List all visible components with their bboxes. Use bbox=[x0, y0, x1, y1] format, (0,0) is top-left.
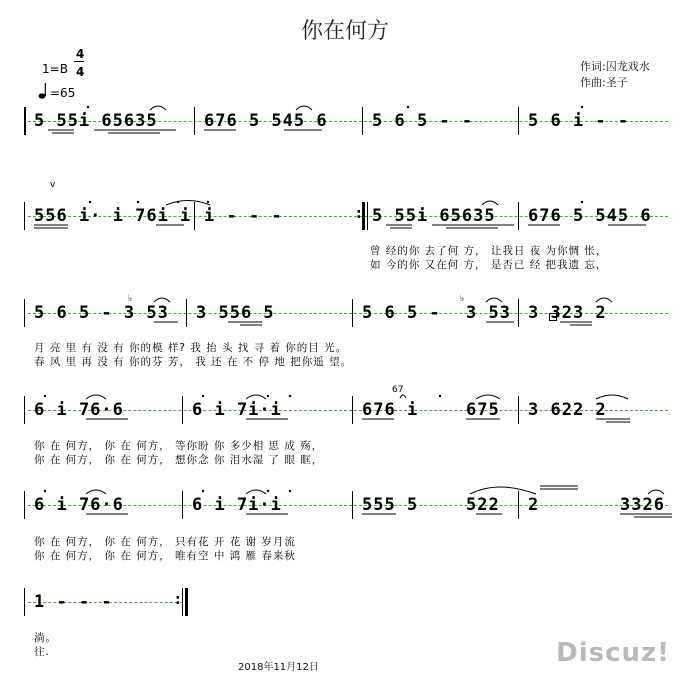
slur-mark bbox=[648, 490, 664, 494]
measure: 556 i· i 76i i bbox=[34, 206, 192, 226]
lyrics-verse-1: 你 在 何方， 你 在 何方， 等你盼 你 多少相 思 成 殇， bbox=[34, 440, 324, 452]
lyrics-verse-2: 如 今的你 又在何 方， 是否已 经 把我遗 忘， bbox=[370, 259, 608, 271]
measure: 5 55i 65635 bbox=[372, 206, 496, 226]
date-stamp: 2018年11月12日 bbox=[238, 662, 319, 673]
repeat-start-dots: : bbox=[356, 206, 362, 222]
lyrics-verse-1: 你 在 何方， 你 在 何方， 只有花 开 花 谢 岁月流 bbox=[34, 536, 296, 548]
measure: 676 5 545 6 bbox=[528, 206, 652, 226]
measure: 676 i bbox=[362, 400, 419, 420]
lyrics-verse-2: 你 在 何方， 你 在 何方， 想你念 你 泪水湿 了 眼 眶， bbox=[34, 454, 324, 466]
time-signature-top: 4 bbox=[76, 47, 85, 61]
measure: 3326 bbox=[620, 495, 665, 515]
slur-mark bbox=[246, 490, 266, 494]
measure: 675 bbox=[466, 400, 500, 420]
composer: 作曲:圣子 bbox=[580, 76, 628, 89]
lyrics-verse-2: 往. bbox=[34, 646, 50, 658]
time-signature-bottom: 4 bbox=[76, 65, 85, 79]
lyricist: 作词:囚龙戏水 bbox=[580, 60, 650, 73]
tie-mark bbox=[470, 487, 536, 494]
measure: 6 i 76·6 bbox=[34, 400, 124, 420]
key-signature: 1=B bbox=[42, 62, 68, 76]
slur-mark bbox=[596, 395, 628, 399]
slur-mark bbox=[486, 298, 502, 302]
slur-mark bbox=[476, 395, 500, 399]
measure: 6 i 76·6 bbox=[34, 495, 124, 515]
measure: 1 - - - bbox=[34, 592, 113, 612]
grace-notes: 67 bbox=[392, 385, 404, 395]
tie-mark bbox=[166, 201, 210, 206]
measure: i - - - bbox=[204, 206, 283, 226]
measure: 5 6 5 - - bbox=[372, 111, 474, 131]
grace-slur-mark bbox=[400, 395, 406, 398]
measure: 5 6 5 - bbox=[362, 303, 441, 323]
measure: 676 5 545 6 bbox=[204, 111, 328, 131]
slur-mark bbox=[150, 106, 166, 110]
tempo-mark: =65 bbox=[50, 86, 76, 100]
measure: 522 bbox=[466, 495, 500, 515]
lyrics-verse-2: 你 在 何方， 你 在 何方， 唯有空 中 鸿 雁 春来秋 bbox=[34, 550, 296, 562]
slur-mark bbox=[246, 395, 266, 399]
repeat-end-dots: : bbox=[175, 592, 181, 608]
flat-icon: ♭ bbox=[460, 294, 465, 304]
measure: 5 55i 65635 bbox=[34, 111, 158, 131]
measure: 555 5 bbox=[362, 495, 419, 515]
lyrics-verse-1: 曾 经的你 去了何 方， 让我日 夜 为你惆 怅， bbox=[370, 245, 608, 257]
slur-mark bbox=[482, 201, 498, 205]
breath-mark: v bbox=[50, 180, 56, 190]
lyrics-verse-1: 月 亮 里 有 没 有 你的模 样? 我 抬 头 找 寻 着 你的目 光。 bbox=[34, 342, 348, 354]
slur-mark bbox=[296, 106, 312, 110]
measure: 3 622 2 bbox=[528, 400, 607, 420]
slur-mark bbox=[596, 298, 612, 302]
measure: 6 i 7i·i bbox=[192, 400, 282, 420]
slur-mark bbox=[154, 298, 170, 302]
watermark: Discuz! bbox=[556, 638, 670, 668]
page-title: 你在何方 bbox=[300, 19, 389, 44]
measure: 3 323 2 bbox=[528, 303, 607, 323]
measure: 3 53 bbox=[466, 303, 511, 323]
slur-mark bbox=[86, 490, 106, 494]
measure: 2 bbox=[528, 495, 540, 515]
slur-mark bbox=[86, 395, 106, 399]
measure: 3 556 5 bbox=[196, 303, 275, 323]
crescendo-mark bbox=[540, 486, 578, 489]
lyrics-verse-2: 春 风 里 再 没 有 你的芬 芳， 我 还 在 不 停 地 把你遥 望。 bbox=[34, 356, 353, 368]
flat-icon: ♭ bbox=[128, 294, 133, 304]
lyrics-verse-1: 淌。 bbox=[34, 632, 57, 644]
measure: 5 6 i - - bbox=[528, 111, 630, 131]
measure: 6 i 7i·i bbox=[192, 495, 282, 515]
measure: 5 6 5 - 3 53 bbox=[34, 303, 169, 323]
